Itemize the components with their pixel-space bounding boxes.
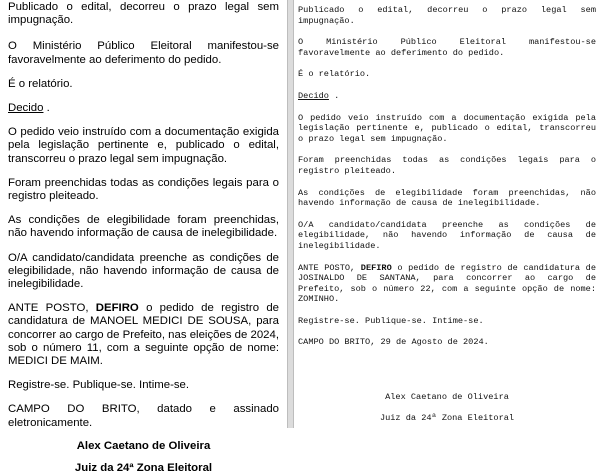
defiro-keyword: DEFIRO [95,302,139,315]
defiro-keyword: DEFIRO [360,262,392,273]
local-paragraph: CAMPO DO BRITO, 29 de Agosto de 2024. [298,337,489,348]
pane-divider[interactable] [287,0,294,428]
decido-heading: Decido [298,90,329,101]
condicoes-paragraph: Foram preenchidas todas as condições legais para o registro pleiteado. [8,176,279,203]
registre-paragraph: Registre-se. Publique-se. Intime-se. [8,379,190,392]
condicoes-paragraph: Foram preenchidas todas as condições legais para o registro pleiteado. [298,155,596,176]
intro-paragraph: Publicado o edital, decorreu o prazo legal sem impugnação. [298,5,596,26]
ante-posto-body: o pedido de registro de candidatura de MANOEL MEDICI DE SOUSA, para concorrer ao cargo de Prefeito, nas eleições de 2024, sob o número 11, com a seguinte opção de nome: MEDICI DE MAIM. [8,302,280,368]
signature-title: Juiz da 24ª Zona Eleitoral [74,462,213,475]
left-document-pane [0,0,287,475]
elegibilidade-paragraph: As condições de elegibilidade foram preenchidas, não havendo informação de causa de inelegibilidade. [8,214,279,240]
relatorio-paragraph: É o relatório. [8,77,73,90]
decido-paragraph [8,102,279,115]
decido-paragraph [298,91,596,102]
registre-paragraph: Registre-se. Publique-se. Intime-se. [298,315,484,326]
ministerio-paragraph: O Ministério Público Eleitoral manifestou-se favoravelmente ao deferimento do pedido. [298,37,596,58]
signature-name: Alex Caetano de Oliveira [76,439,211,452]
candidato-paragraph: O/A candidato/candidata preenche as condições de elegibilidade, não havendo informação de causa de inelegibilidade. [298,219,596,251]
ministerio-paragraph: O Ministério Público Eleitoral manifestou-se favoravelmente ao deferimento do pedido. [8,40,279,66]
ante-posto-body: o pedido de registro de candidatura de JOSINALDO DE SANTANA, para concorrer ao cargo de Prefeito, sob o número 22, com a seguinte opção de nome: ZOMINHO. [298,262,596,305]
signature-name: Alex Caetano de Oliveira [385,392,509,403]
relatorio-paragraph: É o relatório. [298,69,371,80]
decido-suffix: . [43,102,50,115]
ante-posto-paragraph [8,302,279,368]
instruido-paragraph: O pedido veio instruído com a documentação exigida pela legislação pertinente e, publicado o edital, transcorreu o prazo legal sem impugnação. [8,126,279,165]
ante-posto-prefix: ANTE POSTO, [298,262,361,273]
signature-title: Juiz da 24ª Zona Eleitoral [379,412,515,423]
ante-posto-prefix: ANTE POSTO, [8,302,96,315]
candidato-paragraph: O/A candidato/candidata preenche as condições de elegibilidade, não havendo informação de causa de inelegibilidade. [8,251,279,291]
local-paragraph: CAMPO DO BRITO, datado e assinado eletronicamente. [8,403,279,429]
elegibilidade-paragraph: As condições de elegibilidade foram preenchidas, não havendo informação de causa de inelegibilidade. [298,187,596,209]
instruido-paragraph: O pedido veio instruído com a documentação exigida pela legislação pertinente e, publicado o edital, transcorreu o prazo legal sem impugnação. [298,112,596,144]
decido-suffix: . [328,90,340,101]
ante-posto-paragraph [298,263,596,305]
decido-heading: Decido [8,102,44,115]
intro-paragraph: Publicado o edital, decorreu o prazo legal sem impugnação. [8,1,279,27]
right-document-pane [294,0,600,428]
